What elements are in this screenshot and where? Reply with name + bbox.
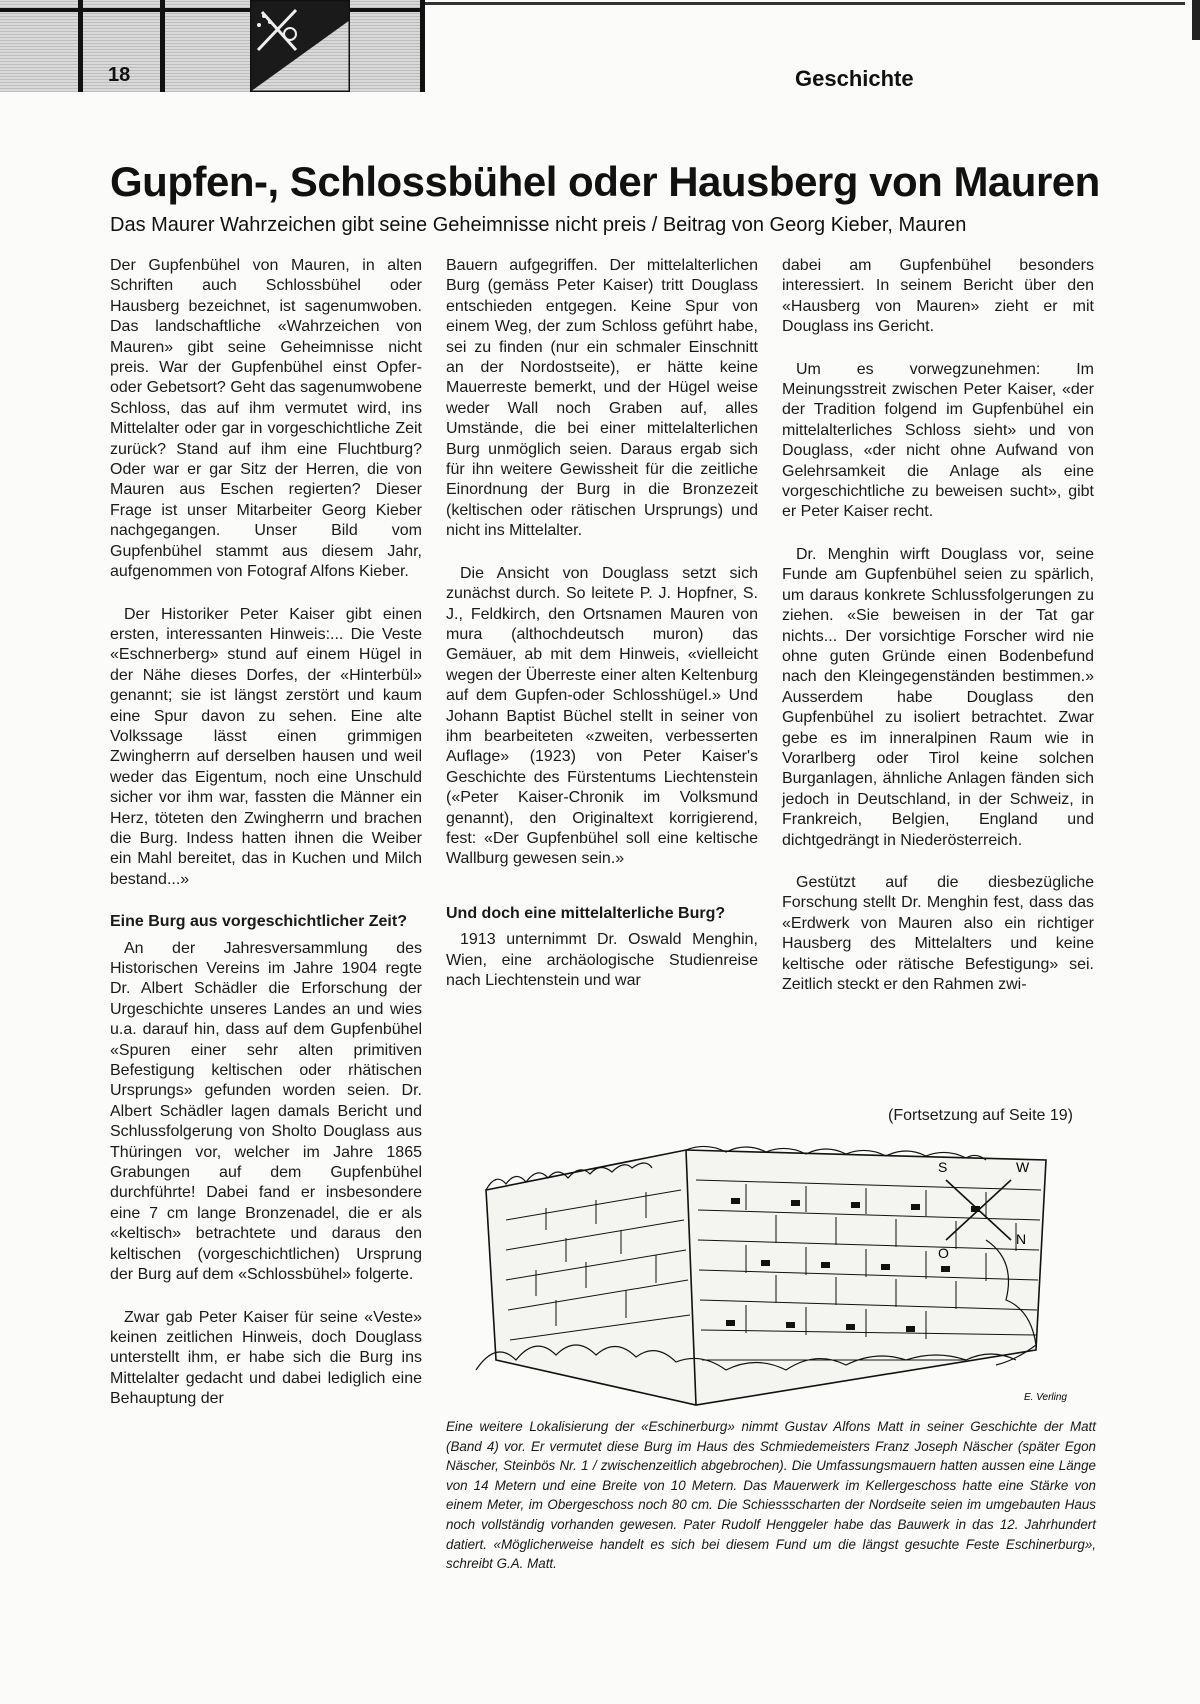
body-paragraph: An der Jahresversammlung des Historischen Vereins im Jahre 1904 regte Dr. Albert Schädler die Erforschung der Urgeschichte unseres Landes an und wies u.a. darauf hin, dass auf dem Gupfenbühel «Spuren einer sehr alten primitiven Befestigung keltischen oder rhätischen Ursprungs» gefunden worden seien. Dr. Albert Schädler lagen damals Bericht und Schlussfolgerung von Sholto Douglass aus Thüringen vor, welcher im Jahre 1865 Grabungen auf dem Gupfenbühel durchführte! Dabei fand er insbesondere eine 7 cm lange Bronzenadel, die er als «keltisch» betrachtete und daraus den keltischen (vorgeschichtlichen) Ursprung der Burg auf dem «Schlossbühel» folgerte. — [110, 939, 422, 1284]
page-number: 18 — [108, 64, 131, 86]
header-stripe — [160, 0, 165, 92]
body-paragraph: Gestützt auf die diesbezügliche Forschung stellt Dr. Menghin fest, dass das «Erdwerk von Mauren also ein richtiger Hausberg des Mittelalters und keine keltische oder rätische Befestigung» sei. Zeitlich steckt er den Rahmen zwi- — [782, 873, 1094, 993]
section-label: Geschichte — [795, 66, 914, 91]
text-column-1 — [110, 256, 422, 1432]
header-gray-band — [0, 0, 425, 92]
header-stripe — [420, 0, 425, 92]
header-top-line — [0, 8, 425, 12]
compass-label-n: N — [1016, 1231, 1027, 1247]
header-rule — [425, 2, 1185, 5]
intro-paragraph: Der Gupfenbühel von Mauren, in alten Schriften auch Schlossbühel oder Hausberg bezeichnet, ist sagenumwoben. Das landschaftliche «Wahrzeichen von Mauren» gibt seine Geheimnisse nicht preis. War der Gupfenbühel einst Opfer- oder Gebetsort? Geht das sagenumwobene Schloss, das auf ihm vermutet wird, ins Mittelalter oder gar in vorgeschichtliche Zeit zurück? Stand auf ihm eine Fluchtburg? Oder war er gar Sitz der Herren, die von Mauren aus Eschen regierten? Dieser Frage ist unser Mitarbeiter Georg Kieber nachgegangen. Unser Bild vom Gupfenbühel stammt aus diesem Jahr, aufgenommen von Fotograf Alfons Kieber. — [110, 257, 422, 581]
page-header — [0, 0, 1200, 100]
body-paragraph: Die Ansicht von Douglass setzt sich zunächst durch. So leitete P. J. Hopfner, S. J., Feldkirch, den Ortsnamen Mauren von mura (althochdeutsch muron) das Gemäuer, ab mit dem Hinweis, «vielleicht wegen der Überreste einer alten Keltenburg auf dem Gupfen-oder Schlosshügel.» Und Johann Baptist Büchel stellt in seiner von ihm bearbeiteten «zweiten, verbesserten Auflage» (1923) von Peter Kaiser's Geschichte des Fürstentums Liechtenstein («Peter Kaiser-Chronik im Volksmund genannt), den Originaltext korrigierend, fest: «Der Gupfenbühel soll eine keltische Wallburg gewesen sein.» — [446, 564, 758, 868]
body-paragraph: Um es vorwegzunehmen: Im Meinungsstreit zwischen Peter Kaiser, «der der Tradition folgend im Gupfenbühel ein mittelalterliches Schloss sieht» und von Douglass, «der nicht ohne Aufwand von Gelehrsamkeit die Anlage als eine vorgeschichtliche zu beweisen sucht», gibt er Peter Kaiser recht. — [782, 360, 1094, 521]
artist-signature: E. Verling — [1024, 1392, 1067, 1403]
body-paragraph: Dr. Menghin wirft Douglass vor, seine Funde am Gupfenbühel seien zu spärlich, um daraus konkrete Schlussfolgerungen zu ziehen. «Sie beweisen in der Tat gar nichts... Der vorsichtige Forscher wird nie ohne guten Gründe einen Bodenbefund nach den Kleingegenständen bestimmen.» Ausserdem habe Douglass den Gupfenbühel zu isoliert betrachtet. Zwar gebe es im inneralpinen Raum wie in Vorarlberg oder Tirol keine solchen Burganlagen, ähnliche Anlagen fänden sich jedoch in Deutschland, in der Schweiz, in Frankreich, Belgien, England und dichtgedrängt in Niederösterreich. — [782, 545, 1094, 849]
text-column-2 — [446, 256, 758, 1013]
compass-label-s: S — [938, 1159, 948, 1175]
section-heading: Eine Burg aus vorgeschichtlicher Zeit? — [110, 913, 407, 931]
section-heading: Und doch eine mittelalterliche Burg? — [446, 904, 726, 922]
castle-illustration — [446, 1120, 1106, 1420]
figure-caption: Eine weitere Lokalisierung der «Eschinerburg» nimmt Gustav Alfons Matt in seiner Geschichte der Matt (Band 4) vor. Er vermutet diese Burg im Haus des Schmiedemeisters Franz Joseph Näscher (später Egon Näscher, Steinbös Nr. 1 / zwischenzeitlich abgebrochen). Die Umfassungsmauern hatten aussen eine Länge von 14 Metern und eine Breite von 10 Metern. Das Mauerwerk im Kellergeschoss hatte eine Stärke von einem Meter, im Obergeschoss noch 80 cm. Die Schiessscharten der Nordseite seien im umgebauten Haus noch vollständig vorhanden gewesen. Pater Rudolf Henggeler habe das Bauwerk in das 12. Jahrhundert datiert. «Möglicherweise handelt es sich bei diesem Fund um die längst gesuchte Feste Eschinerburg», schreibt G.A. Matt. — [446, 1419, 1096, 1572]
body-paragraph: Der Historiker Peter Kaiser gibt einen ersten, interessanten Hinweis:... Die Veste «Eschnerberg» stund auf einem Hügel in der Nähe dieses Dorfes, der «Hinterbül» genannt; sie ist längst zerstört und kaum eine Spur davon zu sehen. Eine alte Volkssage lässt einen grimmigen Zwingherrn auf derselben hausen und weil weder das Eigentum, noch eine Unschuld sicher vor ihm war, fassten die Männer ein Herz, töteten den Zwingherrn und brachen die Burg. Indess hatten ihnen die Weiber ein Mahl bereitet, das in Kuchen und Milch bestand...» — [110, 605, 422, 888]
article-title: Gupfen-, Schlossbühel oder Hausberg von Mauren — [110, 158, 1100, 205]
body-paragraph: Bauern aufgegriffen. Der mittelalterlichen Burg (gemäss Peter Kaiser) tritt Douglass entschieden entgegen. Keine Spur von einem Weg, der zum Schloss geführt habe, sei zu finden (nur ein schmaler Einschnitt an der Nordostseite), er hätte keine Mauerreste bemerkt, und der Hügel weise weder Wall noch Graben auf, alles Umstände, die bei einer mittelalterlichen Burg unmöglich seien. Daraus ergab sich für ihn weitere Gewissheit für die zeitliche Einordnung der Burg in die Bronzezeit (keltischen oder rätischen Ursprungs) und nicht ins Mittelalter. — [446, 257, 758, 540]
header-edge-mark — [1192, 0, 1200, 40]
text-column-3 — [782, 256, 1094, 1017]
header-stripe — [78, 0, 83, 92]
body-paragraph: 1913 unternimmt Dr. Oswald Menghin, Wien, eine archäologische Studienreise nach Liechtenstein und war — [446, 931, 758, 989]
body-paragraph: dabei am Gupfenbühel besonders interessiert. In seinem Bericht über den «Hausberg von Mauren» zieht er mit Douglass ins Gericht. — [782, 257, 1094, 336]
body-paragraph: Zwar gab Peter Kaiser für seine «Veste» keinen zeitlichen Hinweis, doch Douglass unterstellt ihm, er habe sich die Burg ins Mittelalter gedacht und dabei lediglich eine Behauptung der — [110, 1308, 422, 1408]
article-subtitle: Das Maurer Wahrzeichen gibt seine Geheimnisse nicht preis / Beitrag von Georg Kieber, Mauren — [110, 214, 967, 236]
continuation-note: (Fortsetzung auf Seite 19) — [888, 1107, 1073, 1124]
compass-label-o: O — [938, 1245, 949, 1261]
crossed-halberds-emblem-icon — [250, 0, 350, 92]
compass-label-w: W — [1016, 1159, 1030, 1175]
